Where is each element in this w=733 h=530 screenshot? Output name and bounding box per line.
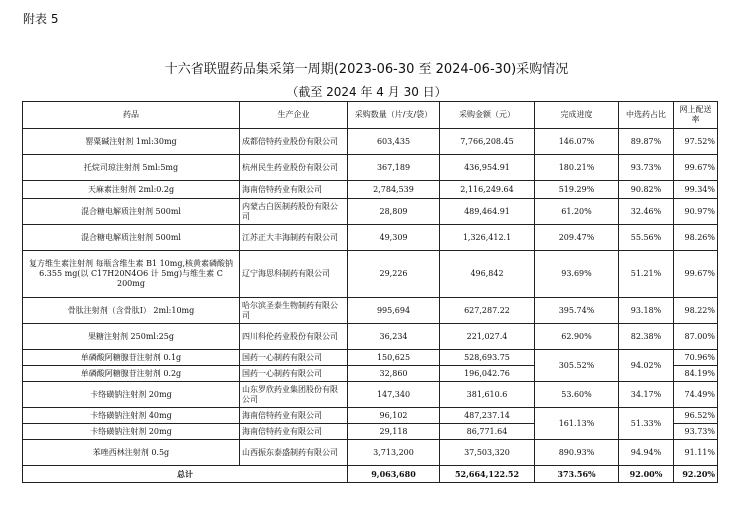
header-share: 中选药占比 [619,102,674,129]
company-cell: 国药一心制药有限公司 [240,366,348,382]
company-cell: 山东罗欣药业集团股份有限公司 [240,382,348,408]
qty-cell: 150,625 [348,350,440,366]
total-qty: 9,063,680 [348,466,440,483]
amount-cell: 487,237.14 [440,408,535,424]
online-cell: 99.34% [674,181,718,199]
header-drug: 药品 [23,102,240,129]
share-cell: 94.94% [619,440,674,466]
online-cell: 97.52% [674,129,718,155]
share-cell: 93.73% [619,155,674,181]
progress-cell: 209.47% [535,225,619,251]
qty-cell: 995,694 [348,298,440,324]
company-cell: 哈尔滨圣泰生物制药有限公司 [240,298,348,324]
amount-cell: 381,610.6 [440,382,535,408]
progress-cell: 61.20% [535,199,619,225]
online-cell: 90.97% [674,199,718,225]
drug-cell: 复方维生素注射剂 每瓶含维生素 B1 10mg,核黄素磷酸钠 6.355 mg(以 C17H20N4O6 计 5mg)与维生素 C 200mg [23,251,240,298]
table-row [23,298,718,324]
amount-cell: 37,503,320 [440,440,535,466]
share-cell: 32.46% [619,199,674,225]
procurement-table [22,101,718,483]
progress-cell: 180.21% [535,155,619,181]
table-row [23,129,718,155]
page-title: 十六省联盟药品集采第一周期(2023-06-30 至 2024-06-30)采购情况 [164,62,569,77]
online-cell: 99.67% [674,251,718,298]
company-cell: 成都倍特药业股份有限公司 [240,129,348,155]
table-row [23,350,718,366]
total-online: 92.20% [674,466,718,483]
amount-cell: 627,287.22 [440,298,535,324]
progress-cell: 62.90% [535,324,619,350]
qty-cell: 36,234 [348,324,440,350]
online-cell: 98.26% [674,225,718,251]
company-cell: 山西振东泰盛制药有限公司 [240,440,348,466]
drug-cell: 果糖注射剂 250ml:25g [23,324,240,350]
company-cell: 海南倍特药业有限公司 [240,408,348,424]
progress-cell: 890.93% [535,440,619,466]
qty-cell: 2,784,539 [348,181,440,199]
drug-cell: 骨肽注射剂（含骨肽Ⅰ） 2ml:10mg [23,298,240,324]
header-online: 网上配送率 [674,102,718,129]
progress-cell: 395.74% [535,298,619,324]
qty-cell: 3,713,200 [348,440,440,466]
header-qty: 采购数量（片/支/袋） [348,102,440,129]
table-row [23,199,718,225]
online-cell: 99.67% [674,155,718,181]
drug-cell: 卡络磺钠注射剂 20mg [23,424,240,440]
table-row [23,251,718,298]
table-header-row [23,102,718,129]
online-cell: 91.11% [674,440,718,466]
qty-cell: 49,309 [348,225,440,251]
drug-cell: 托烷司琼注射剂 5ml:5mg [23,155,240,181]
drug-cell: 单磷酸阿糖腺苷注射剂 0.1g [23,350,240,366]
amount-cell: 436,954.91 [440,155,535,181]
total-progress: 373.56% [535,466,619,483]
online-cell: 74.49% [674,382,718,408]
drug-cell: 苯唑西林注射剂 0.5g [23,440,240,466]
progress-cell: 305.52% [535,350,619,382]
share-cell: 89.87% [619,129,674,155]
header-progress: 完成进度 [535,102,619,129]
table-row [23,225,718,251]
amount-cell: 221,027.4 [440,324,535,350]
drug-cell: 混合糖电解质注射剂 500ml [23,199,240,225]
drug-cell: 卡络磺钠注射剂 40mg [23,408,240,424]
company-cell: 海南倍特药业有限公司 [240,181,348,199]
progress-cell: 146.07% [535,129,619,155]
drug-cell: 天麻素注射剂 2ml:0.2g [23,181,240,199]
company-cell: 四川科伦药业股份有限公司 [240,324,348,350]
share-cell: 94.02% [619,350,674,382]
share-cell: 51.33% [619,408,674,440]
progress-cell: 519.29% [535,181,619,199]
drug-cell: 卡络磺钠注射剂 20mg [23,382,240,408]
share-cell: 93.18% [619,298,674,324]
table-row [23,408,718,424]
online-cell: 98.22% [674,298,718,324]
online-cell: 84.19% [674,366,718,382]
qty-cell: 96,102 [348,408,440,424]
amount-cell: 196,042.76 [440,366,535,382]
progress-cell: 53.60% [535,382,619,408]
page-subtitle: （截至 2024 年 4 月 30 日） [286,85,447,99]
qty-cell: 28,809 [348,199,440,225]
total-row [23,466,718,483]
total-amount: 52,664,122.52 [440,466,535,483]
company-cell: 内蒙古白医制药股份有限公司 [240,199,348,225]
header-company: 生产企业 [240,102,348,129]
total-share: 92.00% [619,466,674,483]
table-row [23,324,718,350]
table-row [23,155,718,181]
progress-cell: 93.69% [535,251,619,298]
drug-cell: 单磷酸阿糖腺苷注射剂 0.2g [23,366,240,382]
amount-cell: 496,842 [440,251,535,298]
header-amount: 采购金额（元） [440,102,535,129]
share-cell: 90.82% [619,181,674,199]
share-cell: 55.56% [619,225,674,251]
amount-cell: 528,693.75 [440,350,535,366]
table-row [23,181,718,199]
amount-cell: 1,326,412.1 [440,225,535,251]
drug-cell: 混合糖电解质注射剂 500ml [23,225,240,251]
table-row [23,440,718,466]
amount-cell: 86,771.64 [440,424,535,440]
company-cell: 杭州民生药业股份有限公司 [240,155,348,181]
online-cell: 70.96% [674,350,718,366]
amount-cell: 489,464.91 [440,199,535,225]
share-cell: 34.17% [619,382,674,408]
share-cell: 51.21% [619,251,674,298]
online-cell: 93.73% [674,424,718,440]
amount-cell: 7,766,208.45 [440,129,535,155]
qty-cell: 29,118 [348,424,440,440]
progress-cell: 161.13% [535,408,619,440]
amount-cell: 2,116,249.64 [440,181,535,199]
company-cell: 海南倍特药业有限公司 [240,424,348,440]
qty-cell: 367,189 [348,155,440,181]
company-cell: 国药一心制药有限公司 [240,350,348,366]
total-label: 总计 [23,466,348,483]
qty-cell: 29,226 [348,251,440,298]
attachment-label: 附表 5 [23,12,59,26]
table-row [23,382,718,408]
drug-cell: 罂粟碱注射剂 1ml:30mg [23,129,240,155]
qty-cell: 603,435 [348,129,440,155]
company-cell: 辽宁海思科制药有限公司 [240,251,348,298]
online-cell: 96.52% [674,408,718,424]
company-cell: 江苏正大丰海制药有限公司 [240,225,348,251]
qty-cell: 147,340 [348,382,440,408]
share-cell: 82.38% [619,324,674,350]
qty-cell: 32,860 [348,366,440,382]
online-cell: 87.00% [674,324,718,350]
